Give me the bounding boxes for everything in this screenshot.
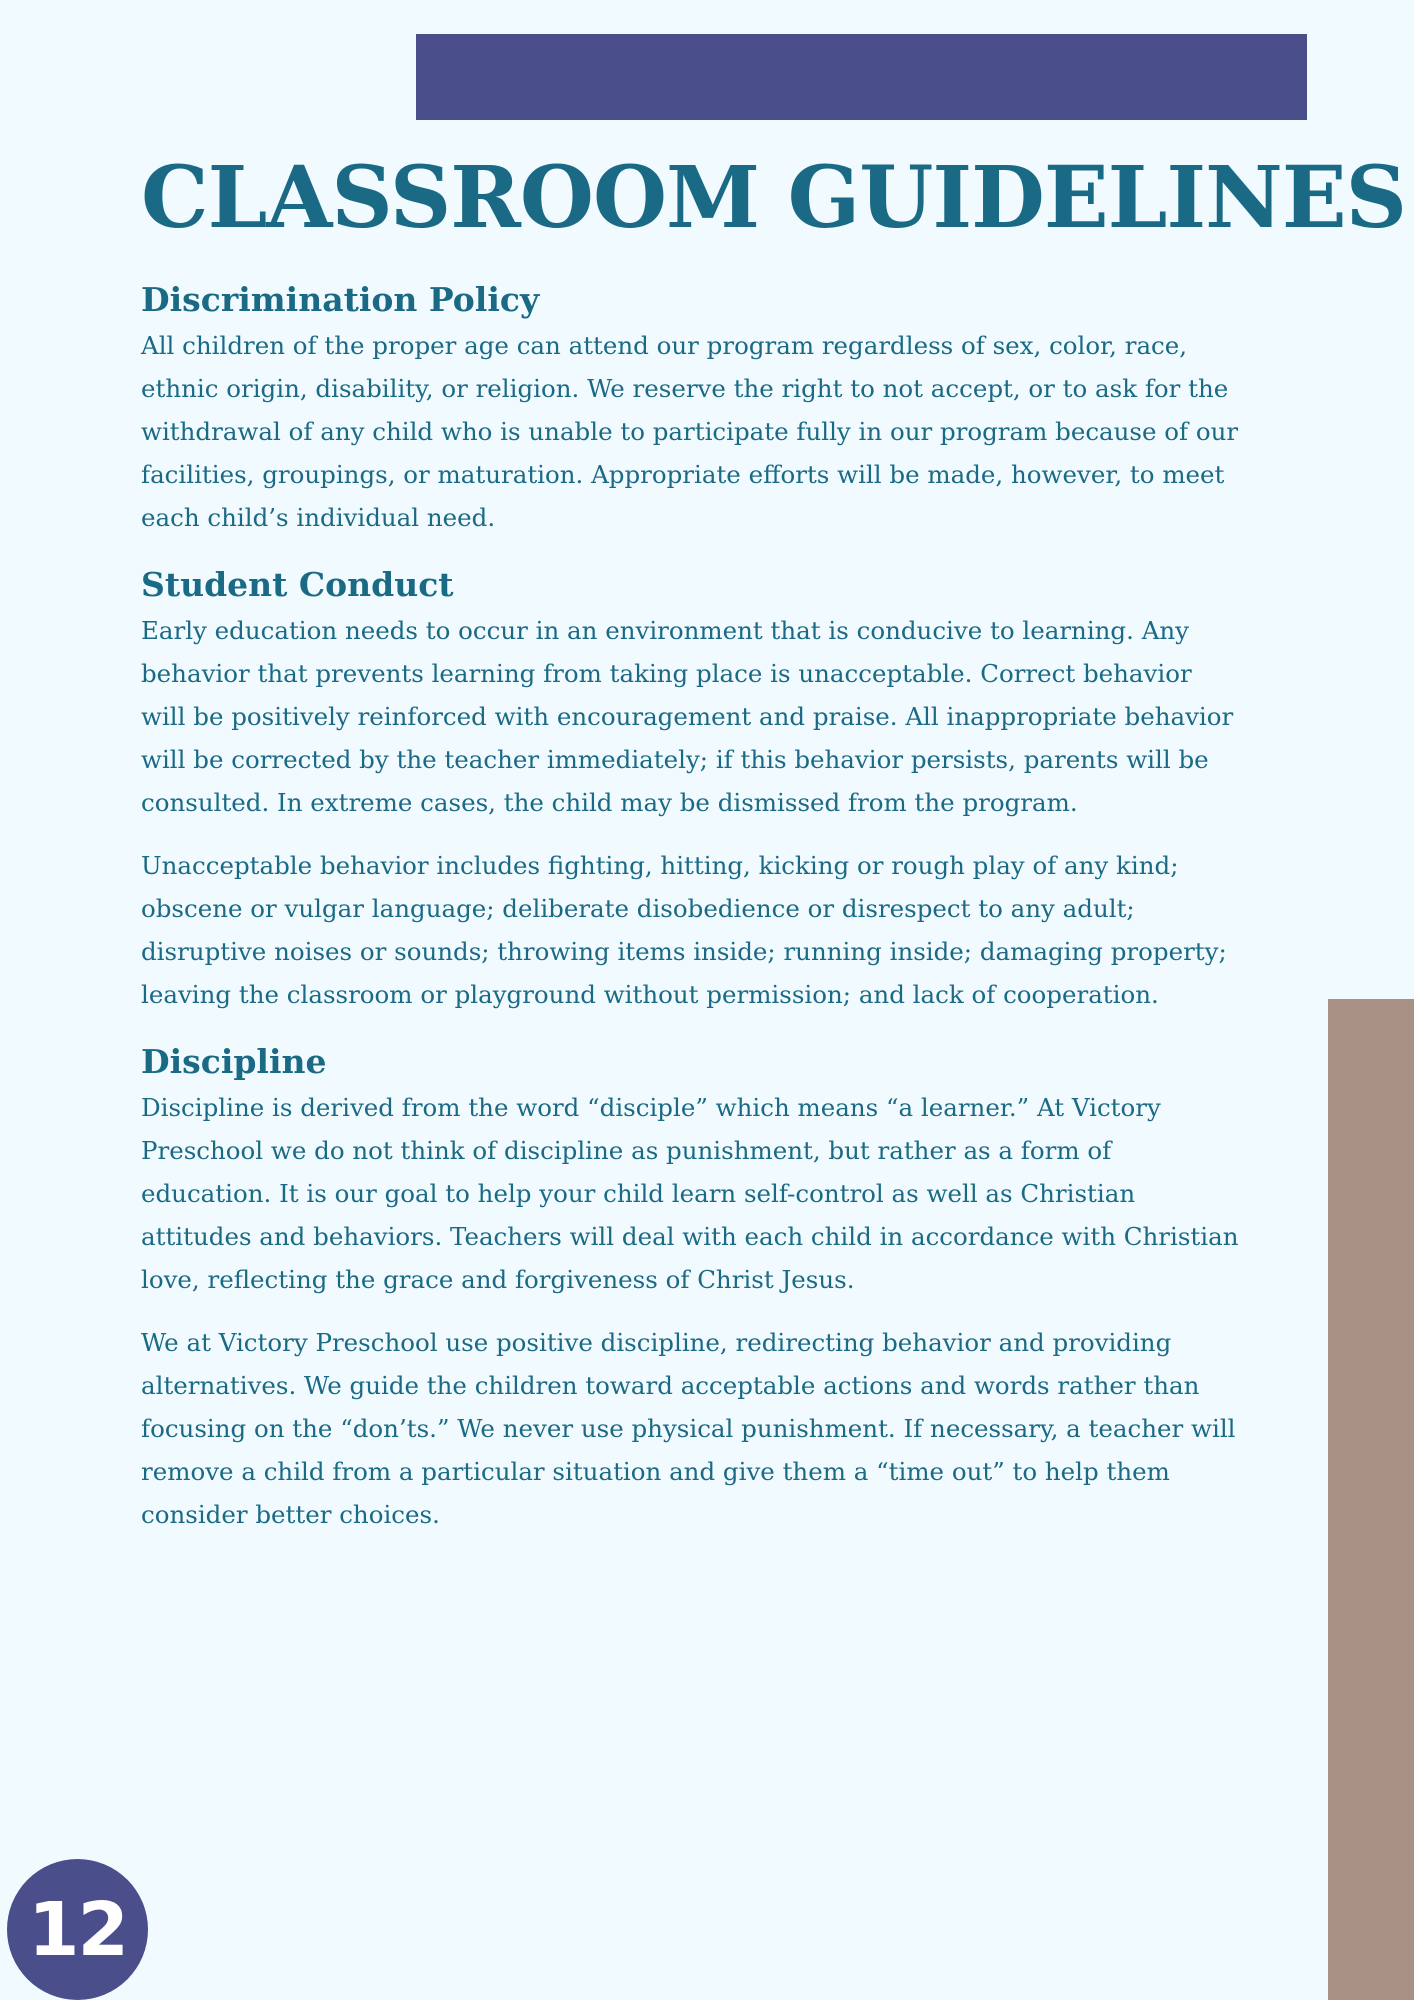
paragraph: All children of the proper age can attend our program regardless of sex, color, race, ethnic origin, disability, or religion. We reserve the right to not accept, or to ask for the withdrawal of any child who is unable to participate fully in our program because of our facilities, groupings, or maturation. Appropriate efforts will be made, however, to meet each child’s individual need. (141, 331, 1239, 532)
page-title: CLASSROOM GUIDELINES (141, 148, 1407, 248)
page-number-badge: 12 (7, 1859, 148, 2000)
section-heading: Discrimination Policy (141, 280, 540, 319)
paragraph: Unacceptable behavior includes fighting, hitting, kicking or rough play of any kind; obscene or vulgar language; deliberate disobedience or disrespect to any adult; disruptive noises or sounds; throwing items inside; running inside; damaging property; leaving the classroom or playground without permission; and lack of cooperation. (141, 851, 1227, 1009)
page-content (141, 140, 1407, 1536)
section-discipline (141, 1040, 1291, 1536)
paragraph: We at Victory Preschool use positive discipline, redirecting behavior and providing alternatives. We guide the children toward acceptable actions and words rather than focusing on the “don’ts.” We never use physical punishment. If necessary, a teacher will remove a child from a particular situation and give them a “time out” to help them consider better choices. (141, 1328, 1236, 1529)
section-heading: Student Conduct (141, 565, 454, 604)
top-decorative-bar (416, 34, 1307, 120)
side-decorative-bar (1328, 999, 1414, 2000)
section-heading: Discipline (141, 1042, 327, 1081)
section-student-conduct (141, 563, 1291, 1016)
paragraph: Early education needs to occur in an environment that is conducive to learning. Any behavior that prevents learning from taking place is unacceptable. Correct behavior will be positively reinforced with encouragement and praise. All inappropriate behavior will be corrected by the teacher immediately; if this behavior persists, parents will be consulted. In extreme cases, the child may be dismissed from the program. (141, 616, 1234, 817)
paragraph: Discipline is derived from the word “disciple” which means “a learner.” At Victory Preschool we do not think of discipline as punishment, but rather as a form of education. It is our goal to help your child learn self-control as well as Christian attitudes and behaviors. Teachers will deal with each child in accordance with Christian love, reflecting the grace and forgiveness of Christ Jesus. (141, 1093, 1239, 1294)
section-discrimination-policy (141, 278, 1291, 539)
